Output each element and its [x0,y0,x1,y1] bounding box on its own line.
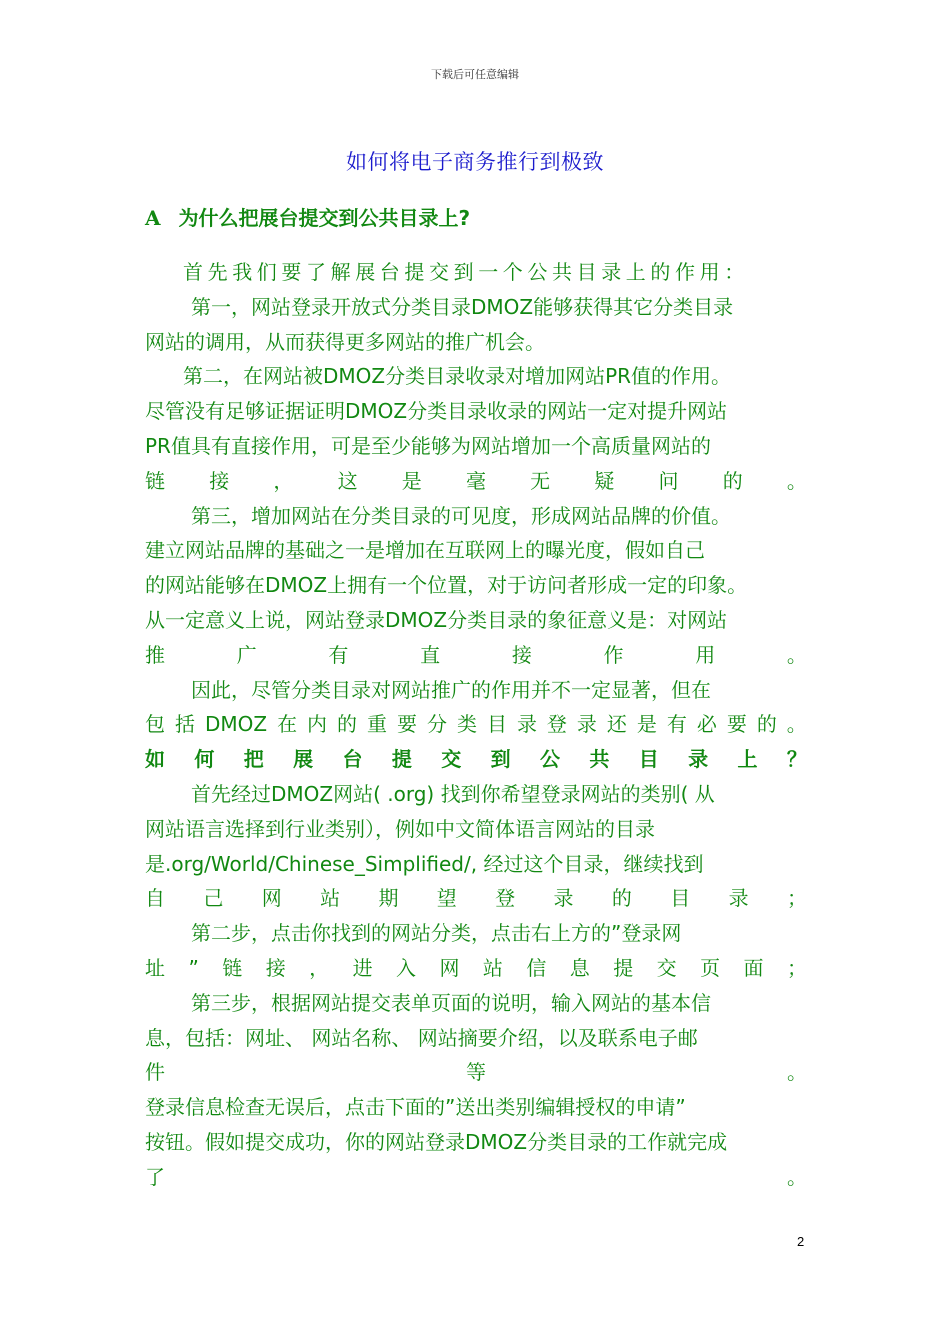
justified-token: 面 [743,955,764,980]
justified-line [145,881,807,916]
justified-token: 。 [786,712,807,737]
justified-token: ” [188,955,199,980]
justified-line [145,1160,807,1195]
justified-token: 作 [603,642,624,667]
justified-token: 提 [613,955,634,980]
justified-token: 件 [145,1060,165,1085]
paragraph-line: 登录信息检查无误后，点击下面的”送出类别编辑授权的申请” [145,1095,686,1120]
justified-token: 的 [337,712,358,737]
paragraph-line: 的网站能够在DMOZ上拥有一个位置，对于访问者形成一定的印象。 [145,573,748,598]
paragraph-line: 网站语言选择到行业类别），例如中文简体语言网站的目录 [145,816,655,841]
justified-token: 展 [293,747,314,772]
justified-token: 是 [636,712,657,737]
justified-token: 等 [466,1060,486,1085]
justified-token: 有 [666,712,687,737]
paragraph-line: 从一定意义上说，网站登录DMOZ分类目录的象征意义是：对网站 [145,607,728,632]
paragraph-line: 首先经过DMOZ网站( .org) 找到你希望登录网站的类别( 从 [191,781,715,806]
page-header-note: 下载后可任意编辑 [431,68,519,81]
justified-token: ； [786,955,807,980]
justified-token: 要 [397,712,417,737]
justified-token: 提 [391,747,412,772]
justified-token: 包 [145,712,165,737]
section-heading-a [145,202,470,231]
justified-token: 的 [611,886,632,911]
justified-token: 期 [378,886,399,911]
paragraph-line: 第三步，根据网站提交表单页面的说明，输入网站的基本信 [191,990,711,1015]
justified-token: 何 [194,747,215,772]
justified-token: 如 [145,747,165,772]
justified-token: 有 [328,642,349,667]
justified-token: 登 [495,886,516,911]
justified-token: 无 [530,468,551,493]
paragraph-line: 首先我们要了解展台提交到一个公共目录上的作用： [183,260,749,284]
justified-token: 信 [526,955,547,980]
paragraph-line: 第二步，点击你找到的网站分类，点击右上方的”登录网 [191,921,682,946]
justified-token: 推 [145,642,165,667]
justified-token: 在 [277,712,298,737]
justified-token: 接 [209,468,230,493]
paragraph-line: PR值具有直接作用，可是至少能够为网站增加一个高质量网站的 [145,433,711,458]
justified-token: 直 [420,642,441,667]
justified-token: 页 [700,955,721,980]
paragraph-line: 第一，网站登录开放式分类目录DMOZ能够获得其它分类目录 [191,294,734,319]
justified-token: ， [273,468,294,493]
justified-token: ？ [786,747,807,772]
justified-token: 网 [439,955,460,980]
justified-token: 疑 [594,468,615,493]
justified-token: 的 [722,468,743,493]
justified-token: 接 [265,955,286,980]
justified-token: 。 [786,642,807,667]
justified-token: 到 [490,747,511,772]
justified-token: 要 [726,712,747,737]
paragraph-line: 第三，增加网站在分类目录的可见度，形成网站品牌的价值。 [191,503,731,528]
paragraph-line: 建立网站品牌的基础之一是增加在互联网上的曝光度，假如自己 [145,538,705,563]
paragraph-line: 是.org/World/Chinese_Simplified/, 经过这个目录，继续找到 [145,851,704,876]
justified-token: 类 [456,712,477,737]
justified-line [145,638,807,673]
justified-token: 公 [540,747,560,772]
justified-token: 站 [320,886,341,911]
justified-token: 台 [342,747,363,772]
justified-token: 交 [441,747,462,772]
subheading-line [145,742,807,777]
justified-token: 括 [174,712,195,737]
justified-token: 入 [396,955,416,980]
justified-token: 目 [638,747,659,772]
justified-token: 这 [337,468,358,493]
justified-token: 址 [145,955,165,980]
justified-token: 重 [367,712,388,737]
justified-token: 还 [606,712,627,737]
justified-token: 毫 [465,468,486,493]
justified-token: 息 [569,955,590,980]
justified-token: 分 [426,712,447,737]
section-heading-text: 为什么把展台提交到公共目录上? [178,206,471,230]
justified-line [145,951,807,986]
justified-token: 站 [482,955,503,980]
justified-token: 录 [516,712,537,737]
paragraph-line: 第二，在网站被DMOZ分类目录收录对增加网站PR值的作用。 [183,364,732,389]
document-title: 如何将电子商务推行到极致 [346,150,604,174]
justified-token: 内 [307,712,328,737]
justified-token: 是 [401,468,422,493]
justified-token: 交 [656,955,677,980]
justified-token: 链 [222,955,243,980]
page-number: 2 [797,1234,805,1249]
justified-token: 录 [728,886,749,911]
paragraph-line: 网站的调用，从而获得更多网站的推广机会。 [145,329,545,354]
justified-token: 登 [546,712,567,737]
justified-line [145,464,807,499]
justified-token: 望 [436,886,457,911]
justified-line [145,707,807,742]
justified-token: 录 [576,712,597,737]
justified-token: 用 [695,642,716,667]
justified-token: 自 [145,886,165,911]
paragraph-line: 尽管没有足够证据证明DMOZ分类目录收录的网站一定对提升网站 [145,399,728,424]
justified-token: 。 [787,1060,807,1085]
justified-token: DMOZ [204,712,268,737]
justified-token: 录 [688,747,709,772]
section-letter: A [145,206,161,230]
justified-token: 进 [352,955,373,980]
justified-token: 接 [511,642,532,667]
justified-token: 广 [236,642,257,667]
paragraph-line: 按钮。假如提交成功，你的网站登录DMOZ分类目录的工作就完成 [145,1129,728,1154]
justified-token: 链 [145,468,165,493]
justified-token: 。 [786,468,807,493]
justified-token: 共 [589,747,610,772]
justified-token: 录 [553,886,574,911]
justified-token: 己 [203,886,224,911]
justified-token: 问 [658,468,679,493]
paragraph-line: 因此，尽管分类目录对网站推广的作用并不一定显著，但在 [191,677,711,702]
justified-token: 网 [261,886,282,911]
justified-token: 目 [670,886,691,911]
justified-token: ， [309,955,330,980]
justified-token: 。 [787,1164,807,1189]
justified-token: ； [786,886,807,911]
paragraph-line: 息，包括：网址、 网站名称、 网站摘要介绍，以及联系电子邮 [145,1025,698,1050]
justified-token: 了 [145,1164,165,1189]
justified-token: 必 [696,712,717,737]
justified-token: 上 [737,747,758,772]
justified-line [145,1055,807,1090]
justified-token: 的 [756,712,777,737]
justified-token: 把 [243,747,264,772]
body-text [145,255,807,1195]
justified-token: 目 [486,712,507,737]
